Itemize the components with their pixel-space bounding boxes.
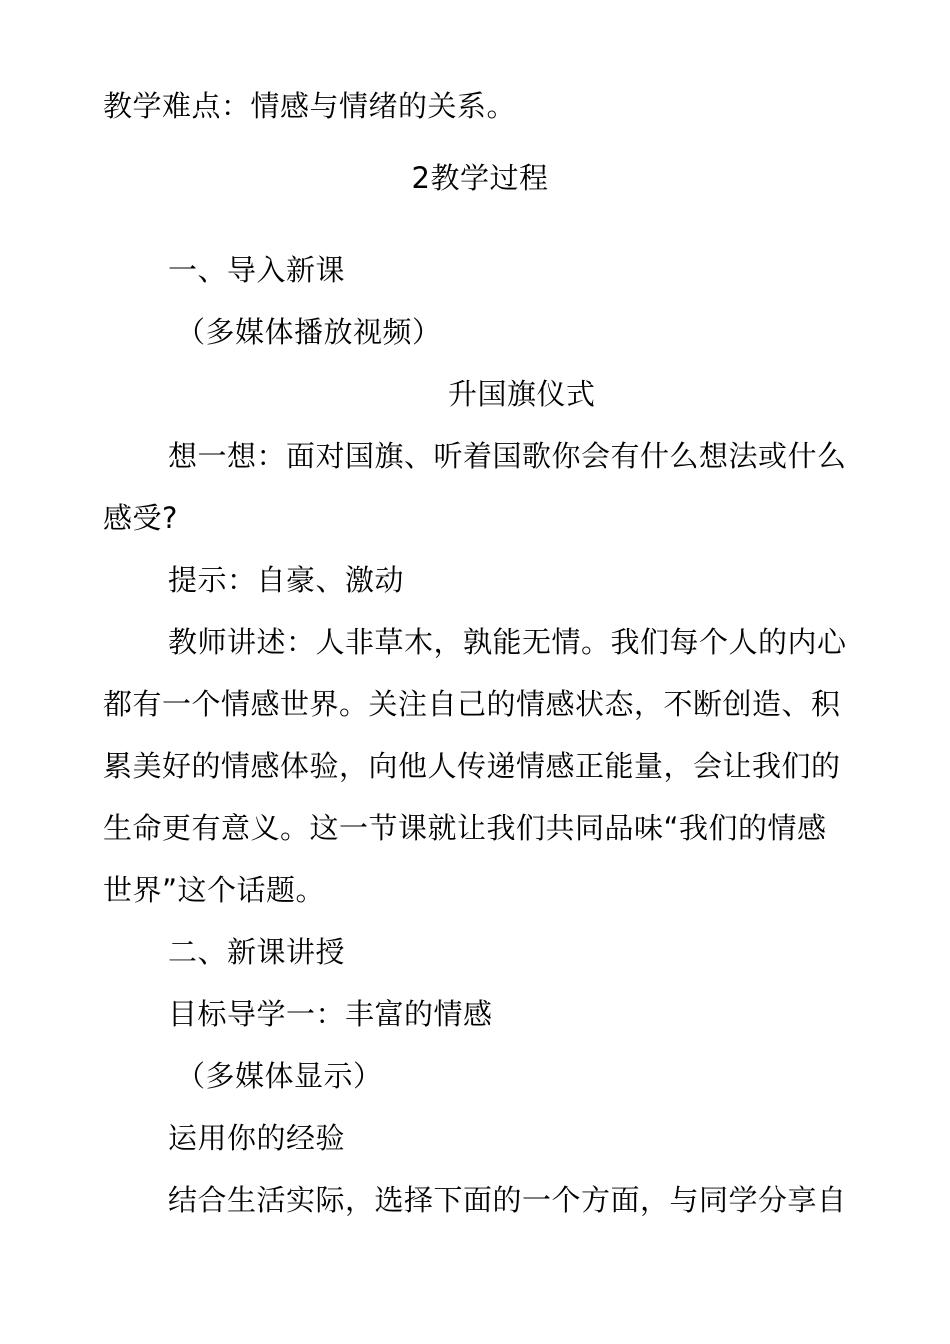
activity-heading: 运用你的经验 [168, 1121, 346, 1155]
paragraph-line: 都有一个情感世界。关注自己的情感状态，不断创造、积 [103, 687, 841, 721]
paragraph-line: 教师讲述：人非草木，孰能无情。我们每个人的内心 [168, 625, 847, 659]
heading-intro-new-lesson: 一、导入新课 [168, 253, 346, 287]
paragraph-line: 结合生活实际，选择下面的一个方面，与同学分享自 [168, 1183, 847, 1217]
teaching-difficulty-line: 教学难点：情感与情绪的关系。 [103, 89, 517, 123]
section-heading-teaching-process: 2教学过程 [411, 161, 549, 195]
paragraph-line: 世界”这个话题。 [103, 873, 326, 907]
note-multimedia-display: （多媒体显示） [176, 1059, 383, 1093]
hint-line: 提示：自豪、激动 [168, 563, 405, 597]
note-multimedia-video: （多媒体播放视频） [176, 315, 442, 349]
heading-goal-one: 目标导学一：丰富的情感 [168, 997, 493, 1031]
heading-new-lesson-teaching: 二、新课讲授 [168, 935, 346, 969]
paragraph-line: 生命更有意义。这一节课就让我们共同品味“我们的情感 [103, 811, 827, 845]
video-title: 升国旗仪式 [448, 377, 596, 411]
paragraph-line: 累美好的情感体验，向他人传递情感正能量，会让我们的 [103, 749, 841, 783]
paragraph-line: 想一想：面对国旗、听着国歌你会有什么想法或什么 [168, 439, 847, 473]
paragraph-line: 感受? [103, 501, 178, 535]
